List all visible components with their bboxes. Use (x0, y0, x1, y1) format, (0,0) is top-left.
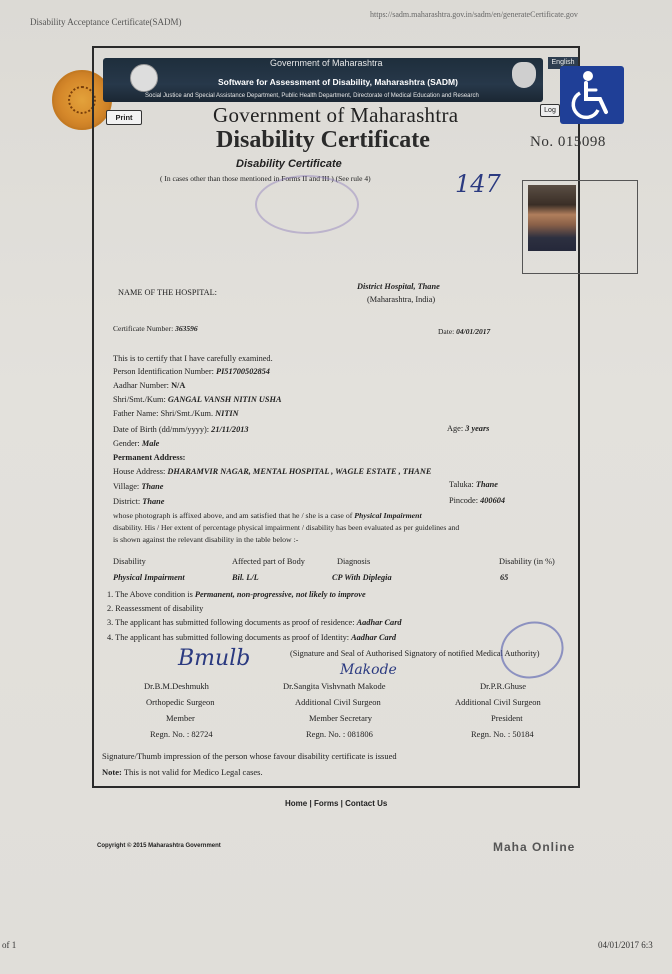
condition-4 (107, 632, 396, 643)
certificate-subtitle: Disability Certificate (236, 158, 342, 170)
statement-text-1: whose photograph is affixed above, and am satisfied that he / she is a case of (113, 511, 353, 520)
table-header-percent: Disability (in %) (499, 557, 555, 566)
house-label: House Address: (113, 467, 166, 476)
name-value: GANGAL VANSH NITIN USHA (167, 395, 282, 404)
footer-home-link[interactable]: Home (285, 799, 308, 808)
pincode-row (449, 495, 505, 506)
hospital-name: District Hospital, Thane (357, 282, 440, 291)
signatory-1-role: Member (166, 713, 195, 723)
page-title: Disability Acceptance Certificate(SADM) (30, 17, 182, 27)
signatory-1-designation: Orthopedic Surgeon (146, 697, 215, 707)
statement-line-3: is shown against the relevant disability in the table below :- (113, 535, 299, 544)
pin-value: PI51700502854 (216, 367, 270, 376)
father-value: NITIN (215, 409, 239, 418)
note-text: This is not valid for Medico Legal cases. (123, 767, 263, 777)
signatory-3-designation: Additional Civil Surgeon (455, 697, 541, 707)
print-date: 04/01/2017 6:3 (598, 940, 653, 950)
signatory-2-regn: Regn. No. : 081806 (306, 729, 373, 739)
footer-contact-link[interactable]: Contact Us (345, 799, 388, 808)
name-label: Shri/Smt./Kum: (113, 395, 166, 404)
hospital-location: (Maharashtra, India) (367, 295, 436, 304)
table-cell-diagnosis: CP With Diplegia (332, 573, 392, 582)
condition-1-value: Permanent, non-progressive, not likely to improve (194, 590, 366, 599)
sadm-logo-icon (130, 64, 158, 92)
signatory-1-name: Dr.B.M.Deshmukh (144, 681, 209, 691)
district-row (113, 496, 164, 507)
certificate-number-label: Certificate Number: (113, 324, 174, 333)
certificate-date-label: Date: (438, 327, 455, 336)
signatory-3-role: President (491, 713, 523, 723)
gender-label: Gender: (113, 439, 140, 448)
condition-4-value: Aadhar Card (351, 633, 397, 642)
dob-row (113, 424, 249, 435)
page-url: https://sadm.maharashtra.gov.in/sadm/en/generateCertificate.gov (370, 10, 578, 19)
handwritten-number: 147 (455, 170, 501, 198)
district-label: District: (113, 497, 141, 506)
print-page-count: of 1 (2, 940, 17, 950)
house-row (113, 466, 431, 477)
banner-top-text: Government of Maharashtra (270, 58, 383, 68)
certificate-serial-number: No. 015098 (530, 134, 606, 150)
statement-disability-type: Physical Impairment (354, 511, 422, 520)
footer-separator: | (340, 799, 343, 808)
statement-line-2: disability. His / Her extent of percentage physical impairment / disability has been evaluated as per guidelines and (113, 523, 460, 532)
wheelchair-icon (560, 66, 624, 124)
emblem-icon (512, 62, 536, 88)
copyright-text: Copyright © 2015 Maharashtra Government (97, 843, 221, 849)
government-title: Government of Maharashtra (213, 103, 459, 127)
faint-stamp-icon (255, 175, 359, 234)
condition-1-label: 1. The Above condition is (107, 590, 193, 599)
signatory-2-designation: Additional Civil Surgeon (295, 697, 381, 707)
signature-heading: (Signature and Seal of Authorised Signatory of notified Medical Authority) (290, 649, 540, 658)
age-row (447, 423, 489, 434)
condition-1 (107, 589, 366, 600)
house-value: DHARAMVIR NAGAR, MENTAL HOSPITAL , WAGLE ESTATE , THANE (167, 467, 432, 476)
address-heading: Permanent Address: (113, 453, 186, 462)
dob-value: 21/11/2013 (211, 425, 249, 434)
banner-departments: Social Justice and Special Assistance Department, Public Health Department, Directorate of Medical Education and Research (145, 93, 479, 99)
footer-separator: | (309, 799, 312, 808)
condition-4-label: 4. The applicant has submitted following documents as proof of Identity: (107, 633, 350, 642)
pin-label: Person Identification Number: (113, 367, 214, 376)
signatory-3-regn: Regn. No. : 50184 (471, 729, 534, 739)
taluka-row (449, 479, 498, 490)
banner-software-name: Software for Assessment of Disability, Maharashtra (SADM) (218, 77, 458, 87)
signatory-3-name: Dr.P.R.Ghuse (480, 681, 527, 691)
thumb-impression-text: Signature/Thumb impression of the person whose favour disability certificate is issued (102, 751, 397, 761)
footer-links (285, 799, 387, 808)
signatory-1-regn: Regn. No. : 82724 (150, 729, 213, 739)
village-row (113, 481, 163, 492)
table-cell-percent: 65 (500, 573, 509, 582)
village-value: Thane (141, 482, 164, 491)
signatory-2-role: Member Secretary (309, 713, 373, 723)
father-label: Father Name: Shri/Smt./Kum. (113, 409, 214, 418)
gender-value: Male (141, 439, 160, 448)
aadhar-value: N/A (171, 381, 186, 390)
certificate-title: Disability Certificate (216, 127, 430, 153)
signatory-2-name: Dr.Sangita Vishvnath Makode (283, 681, 386, 691)
table-header-body-part: Affected part of Body (232, 557, 305, 566)
certificate-number-row (113, 323, 198, 334)
taluka-label: Taluka: (449, 480, 474, 489)
certificate-date-row (438, 326, 490, 337)
table-header-diagnosis: Diagnosis (337, 557, 371, 566)
condition-2: 2. Reassessment of disability (107, 604, 204, 613)
intro-text: This is to certify that I have carefully examined. (113, 354, 273, 363)
mahaonline-logo: Maha Online (493, 840, 576, 854)
table-header-disability: Disability (113, 557, 146, 566)
age-value: 3 years (465, 424, 490, 433)
pincode-value: 400604 (480, 496, 506, 505)
father-row (113, 408, 239, 419)
note-label: Note: (102, 767, 122, 777)
print-button[interactable]: Print (106, 110, 142, 125)
applicant-photo (528, 185, 576, 251)
pincode-label: Pincode: (449, 496, 479, 505)
aadhar-row (113, 380, 185, 391)
signature-makode: Makode (340, 662, 397, 678)
condition-3 (107, 617, 402, 628)
condition-3-value: Aadhar Card (356, 618, 402, 627)
certificate-date: 04/01/2017 (456, 327, 491, 336)
district-value: Thane (142, 497, 165, 506)
age-label: Age: (447, 424, 464, 433)
signature-deshmukh: Bmulb (178, 646, 251, 671)
hospital-label: NAME OF THE HOSPITAL: (118, 288, 217, 297)
language-button[interactable]: English (548, 57, 578, 69)
certificate-number: 363596 (175, 324, 198, 333)
gender-row (113, 438, 159, 449)
statement-line-1 (113, 510, 422, 521)
footer-forms-link[interactable]: Forms (313, 799, 339, 808)
note-row (102, 767, 263, 778)
name-row (113, 394, 282, 405)
cases-note: ( In cases other than those mentioned in Forms II and III ) (See rule 4) (160, 174, 371, 183)
condition-3-label: 3. The applicant has submitted following documents as proof of residence: (107, 618, 355, 627)
aadhar-label: Aadhar Number: (113, 381, 169, 390)
table-cell-body-part: Bil. L/L (232, 573, 259, 582)
village-label: Village: (113, 482, 140, 491)
taluka-value: Thane (475, 480, 498, 489)
pin-row (113, 366, 270, 377)
table-cell-disability: Physical Impairment (113, 573, 185, 582)
dob-label: Date of Birth (dd/mm/yyyy): (113, 425, 210, 434)
logout-button[interactable]: Log (540, 104, 560, 117)
